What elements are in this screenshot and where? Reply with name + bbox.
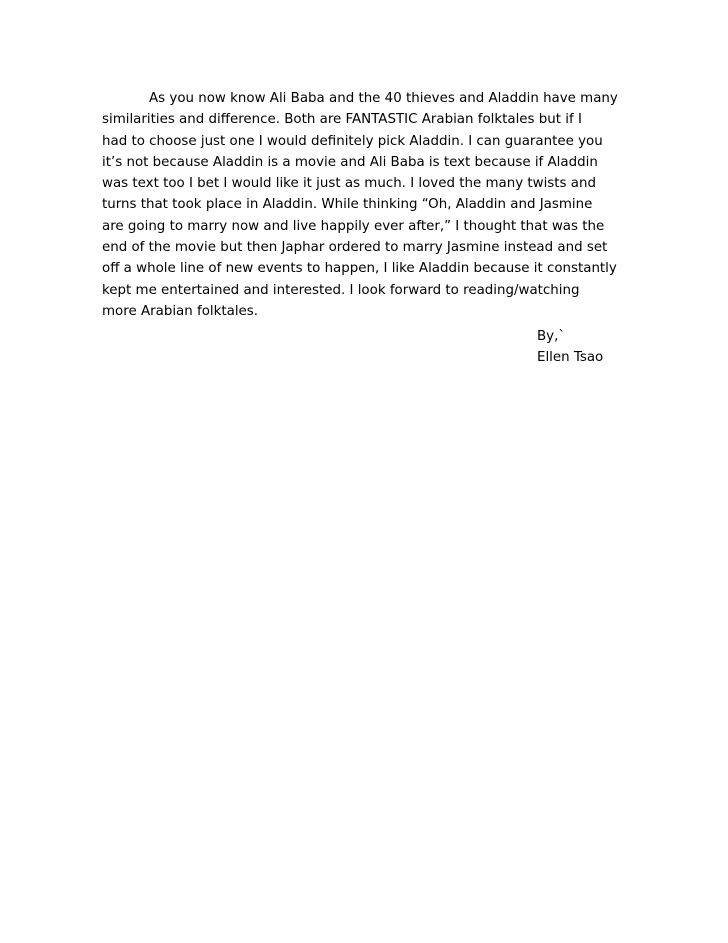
paragraph-line: it’s not because Aladdin is a movie and Ali Baba is text because if Aladdin (102, 154, 598, 170)
signature-name: Ellen Tsao (537, 350, 604, 366)
paragraph-line: turns that took place in Aladdin. While thinking “Oh, Aladdin and Jasmine (102, 197, 593, 213)
paragraph-line: had to choose just one I would definitely pick Aladdin. I can guarantee you (102, 133, 603, 149)
signature-block (537, 326, 603, 369)
paragraph-line: kept me entertained and interested. I look forward to reading/watching (102, 282, 580, 298)
paragraph-line: end of the movie but then Japhar ordered to marry Jasmine instead and set (102, 240, 608, 256)
signature-closing: By,` (537, 329, 566, 344)
letter-paragraph (102, 88, 642, 322)
paragraph-line: more Arabian folktales. (102, 303, 259, 319)
paragraph-line: As you now know Ali Baba and the 40 thieves and Aladdin have many (149, 91, 618, 106)
paragraph-line: are going to marry now and live happily ever after,” I thought that was the (102, 218, 605, 234)
paragraph-line: similarities and difference. Both are FANTASTIC Arabian folktales but if I (102, 112, 582, 128)
paragraph-line: off a whole line of new events to happen, I like Aladdin because it constantly (102, 261, 617, 277)
paragraph-line: was text too I bet I would like it just as much. I loved the many twists and (102, 176, 596, 192)
